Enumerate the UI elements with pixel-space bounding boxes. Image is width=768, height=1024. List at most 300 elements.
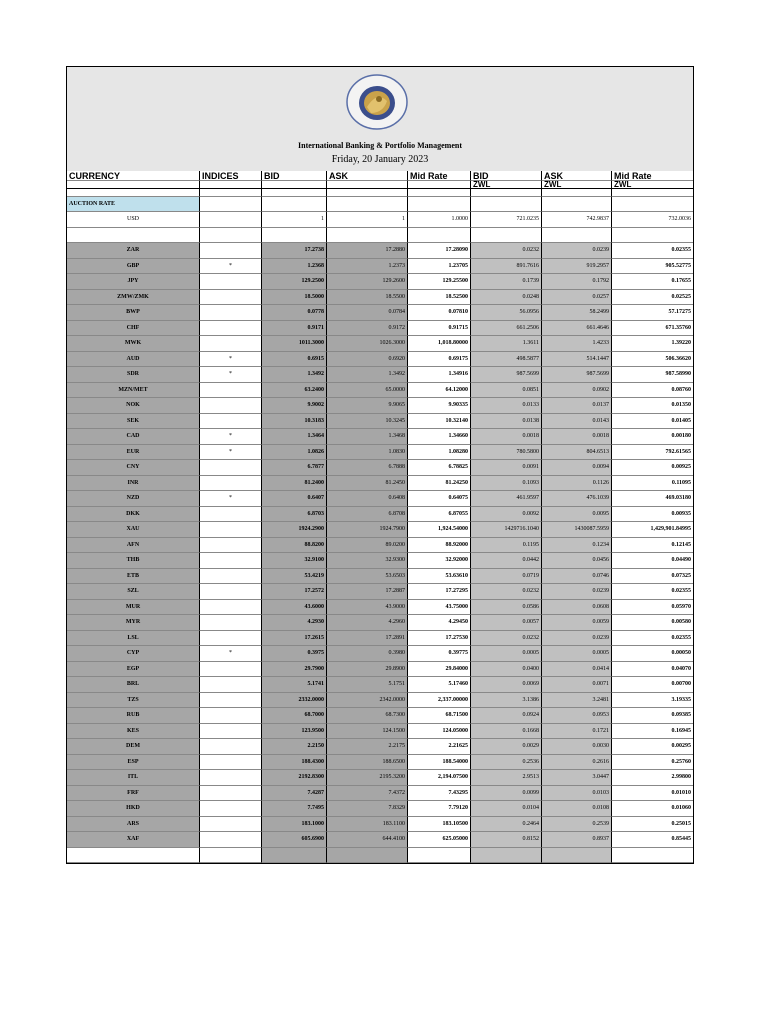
table-row — [67, 832, 693, 848]
bid-zwl-value: 987.5699 — [471, 367, 542, 383]
ask-zwl-value: 0.0103 — [542, 786, 612, 802]
mid-rate-value: 6.78825 — [408, 460, 471, 476]
currency-code: AUD — [67, 352, 200, 368]
mid-zwl-value: 0.01405 — [612, 414, 693, 430]
index-marker — [200, 305, 262, 321]
bid-value: 129.2500 — [262, 274, 327, 290]
ask-zwl-value: 3.2481 — [542, 693, 612, 709]
index-marker — [200, 243, 262, 259]
col-currency: CURRENCY — [67, 171, 200, 181]
mid-zwl-value: 0.02355 — [612, 243, 693, 259]
currency-rows — [67, 243, 693, 863]
ask-zwl-value: 3.0447 — [542, 770, 612, 786]
table-row — [67, 290, 693, 306]
table-row — [67, 445, 693, 461]
table-row — [67, 538, 693, 554]
table-row — [67, 631, 693, 647]
mid-rate-value: 1.23705 — [408, 259, 471, 275]
index-marker — [200, 786, 262, 802]
currency-code: EUR — [67, 445, 200, 461]
zwl-label: ZWL — [542, 181, 612, 189]
ask-zwl-value: 0.0094 — [542, 460, 612, 476]
mid-rate-value: 43.75000 — [408, 600, 471, 616]
currency-code: BRL — [67, 677, 200, 693]
mid-rate-value: 7.43295 — [408, 786, 471, 802]
index-marker — [200, 770, 262, 786]
ask-zwl-value: 0.1234 — [542, 538, 612, 554]
ask-value: 4.2960 — [327, 615, 408, 631]
mid-rate-value: 10.32140 — [408, 414, 471, 430]
table-row — [67, 507, 693, 523]
index-marker — [200, 274, 262, 290]
ask-value: 65.0000 — [327, 383, 408, 399]
mid-zwl-value: 0.00180 — [612, 429, 693, 445]
table-row — [67, 460, 693, 476]
mid-zwl-value: 0.25760 — [612, 755, 693, 771]
currency-code: FRF — [67, 786, 200, 802]
table-row — [67, 367, 693, 383]
ask-value: 6.8708 — [327, 507, 408, 523]
bid-value: 17.2738 — [262, 243, 327, 259]
bid-zwl-value: 0.0400 — [471, 662, 542, 678]
mid-rate-value: 0.91715 — [408, 321, 471, 337]
mid-rate-value: 1,924.54000 — [408, 522, 471, 538]
mid-rate-value: 17.27295 — [408, 584, 471, 600]
currency-code: CAD — [67, 429, 200, 445]
currency-code: BWP — [67, 305, 200, 321]
bid-value: 1.3492 — [262, 367, 327, 383]
report-date: Friday, 20 January 2023 — [331, 154, 429, 165]
currency-code: AFN — [67, 538, 200, 554]
currency-code: MWK — [67, 336, 200, 352]
ask-value: 18.5500 — [327, 290, 408, 306]
ask-zwl-value: 804.6513 — [542, 445, 612, 461]
currency-code: CYP — [67, 646, 200, 662]
ask-value: 32.9300 — [327, 553, 408, 569]
bid-value: 17.2615 — [262, 631, 327, 647]
mid-rate-value: 17.28090 — [408, 243, 471, 259]
mid-zwl-value: 1,429,901.84995 — [612, 522, 693, 538]
ask-value: 6.7888 — [327, 460, 408, 476]
bid-zwl-value: 461.9597 — [471, 491, 542, 507]
ask-value: 0.6408 — [327, 491, 408, 507]
mid-zwl-value: 3.19335 — [612, 693, 693, 709]
currency-code: THB — [67, 553, 200, 569]
currency-code: TZS — [67, 693, 200, 709]
table-row — [67, 724, 693, 740]
index-marker — [200, 336, 262, 352]
mid-zwl-value: 0.17655 — [612, 274, 693, 290]
rbz-seal-icon — [345, 73, 409, 131]
mid-rate-value: 17.27530 — [408, 631, 471, 647]
currency-code: SDR — [67, 367, 200, 383]
bid-value: 1.3464 — [262, 429, 327, 445]
mid-rate-value: 9.90335 — [408, 398, 471, 414]
currency-code: MUR — [67, 600, 200, 616]
index-marker — [200, 290, 262, 306]
bid-zwl-value: 0.0069 — [471, 677, 542, 693]
index-marker — [200, 383, 262, 399]
mid-zwl-value: 671.35760 — [612, 321, 693, 337]
ask-zwl-value: 0.0108 — [542, 801, 612, 817]
index-marker — [200, 414, 262, 430]
col-mid: Mid Rate — [408, 171, 471, 181]
bid-zwl-value: 0.0029 — [471, 739, 542, 755]
bid-value: 0.6407 — [262, 491, 327, 507]
mid-zwl-value: 57.17275 — [612, 305, 693, 321]
bid-zwl-value: 0.0057 — [471, 615, 542, 631]
bid-value: 2.2150 — [262, 739, 327, 755]
bid-value: 6.7877 — [262, 460, 327, 476]
bid-value: 53.4219 — [262, 569, 327, 585]
table-row — [67, 522, 693, 538]
bid-value: 0.9171 — [262, 321, 327, 337]
ask-value: 129.2600 — [327, 274, 408, 290]
table-row — [67, 259, 693, 275]
ask-zwl-value: 1430087.5959 — [542, 522, 612, 538]
org-title: International Banking & Portfolio Management — [298, 141, 462, 150]
mid-zwl-value: 0.07325 — [612, 569, 693, 585]
currency-code: XAF — [67, 832, 200, 848]
bid-zwl-value: 1429716.1040 — [471, 522, 542, 538]
currency-code: CNY — [67, 460, 200, 476]
auction-rate-row — [67, 197, 693, 212]
bid-zwl-value: 0.1739 — [471, 274, 542, 290]
ask-value: 1.0830 — [327, 445, 408, 461]
mid-rate-value: 2,194.07500 — [408, 770, 471, 786]
mid-zwl-value: 0.12145 — [612, 538, 693, 554]
mid-rate-value: 625.05000 — [408, 832, 471, 848]
bid-zwl-value: 0.0924 — [471, 708, 542, 724]
mid-zwl-value: 0.08760 — [612, 383, 693, 399]
ask-value: 183.1100 — [327, 817, 408, 833]
mid-rate-value: 0.39775 — [408, 646, 471, 662]
mid-rate-value: 0.69175 — [408, 352, 471, 368]
table-row — [67, 274, 693, 290]
table-row — [67, 646, 693, 662]
table-row — [67, 569, 693, 585]
ask-value: 7.8329 — [327, 801, 408, 817]
currency-code: ITL — [67, 770, 200, 786]
index-marker — [200, 476, 262, 492]
mid-zwl-value: 0.00295 — [612, 739, 693, 755]
bid-value: 7.4287 — [262, 786, 327, 802]
mid-zwl-value: 0.04490 — [612, 553, 693, 569]
mid-zwl-value: 0.02355 — [612, 631, 693, 647]
currency-code: SEK — [67, 414, 200, 430]
index-marker — [200, 507, 262, 523]
ask-zwl-value: 1.4233 — [542, 336, 612, 352]
ask-value: 17.2880 — [327, 243, 408, 259]
bid-value: 1.0826 — [262, 445, 327, 461]
table-row — [67, 383, 693, 399]
mid-zwl-value: 0.00935 — [612, 507, 693, 523]
ask-zwl-value: 0.0239 — [542, 243, 612, 259]
bid-zwl-value: 891.7616 — [471, 259, 542, 275]
ask-value: 29.8900 — [327, 662, 408, 678]
mid-zwl-value: 0.01350 — [612, 398, 693, 414]
ask-value: 188.6500 — [327, 755, 408, 771]
currency-code: XAU — [67, 522, 200, 538]
ask-zwl-value: 0.0005 — [542, 646, 612, 662]
index-marker: * — [200, 445, 262, 461]
bid-value: 1.2368 — [262, 259, 327, 275]
bid-value: 17.2572 — [262, 584, 327, 600]
currency-code: USD — [67, 212, 200, 228]
bid-zwl-value: 0.1195 — [471, 538, 542, 554]
currency-code: ZAR — [67, 243, 200, 259]
bid-value: 1924.2900 — [262, 522, 327, 538]
table-row — [67, 491, 693, 507]
bid-value: 6.8703 — [262, 507, 327, 523]
mid-rate-value: 1.08280 — [408, 445, 471, 461]
mid-rate-value: 18.52500 — [408, 290, 471, 306]
ask-zwl-value: 0.1126 — [542, 476, 612, 492]
ask-value: 1.3492 — [327, 367, 408, 383]
mid-zwl-value: 469.03180 — [612, 491, 693, 507]
mid-rate-value: 188.54000 — [408, 755, 471, 771]
index-marker: * — [200, 352, 262, 368]
bid-value: 5.1741 — [262, 677, 327, 693]
bid-value: 18.5000 — [262, 290, 327, 306]
ask-zwl-value: 0.1792 — [542, 274, 612, 290]
bid-zwl-value: 0.0442 — [471, 553, 542, 569]
ask-value: 68.7300 — [327, 708, 408, 724]
col-indices: INDICES — [200, 171, 262, 181]
table-row — [67, 352, 693, 368]
ask-zwl-value: 0.0456 — [542, 553, 612, 569]
table-row — [67, 600, 693, 616]
table-row — [67, 305, 693, 321]
mid-rate-value: 2,337.00000 — [408, 693, 471, 709]
index-marker — [200, 708, 262, 724]
ask-zwl-value: 476.1039 — [542, 491, 612, 507]
bid-zwl-value: 0.0586 — [471, 600, 542, 616]
mid-rate-value: 1.34916 — [408, 367, 471, 383]
mid-zwl-value: 0.02525 — [612, 290, 693, 306]
bid-zwl-value: 0.0232 — [471, 243, 542, 259]
table-row — [67, 615, 693, 631]
index-marker: * — [200, 429, 262, 445]
table-row — [67, 429, 693, 445]
ask-value: 17.2887 — [327, 584, 408, 600]
mid-rate-value: 129.25500 — [408, 274, 471, 290]
table-row — [67, 553, 693, 569]
bid-value: 183.1000 — [262, 817, 327, 833]
bid-value: 63.2400 — [262, 383, 327, 399]
currency-code: RUB — [67, 708, 200, 724]
mid-zwl-value: 0.00050 — [612, 646, 693, 662]
bid-zwl-value: 0.8152 — [471, 832, 542, 848]
mid-rate-value: 29.84000 — [408, 662, 471, 678]
ask-zwl-value: 919.2957 — [542, 259, 612, 275]
table-row — [67, 321, 693, 337]
bid-zwl-value: 661.2506 — [471, 321, 542, 337]
index-marker — [200, 398, 262, 414]
index-marker — [200, 522, 262, 538]
bid-zwl-value: 1.3611 — [471, 336, 542, 352]
rate-sheet — [66, 66, 694, 864]
col-ask: ASK — [327, 171, 408, 181]
table-row — [67, 708, 693, 724]
table-row — [67, 677, 693, 693]
index-marker — [200, 739, 262, 755]
ask-value: 2342.0000 — [327, 693, 408, 709]
mid-zwl-value: 0.01060 — [612, 801, 693, 817]
header-row-2 — [67, 181, 693, 189]
currency-code: SZL — [67, 584, 200, 600]
ask-value: 9.9065 — [327, 398, 408, 414]
mid-rate-value: 183.10500 — [408, 817, 471, 833]
index-marker — [200, 460, 262, 476]
ask-value: 0.9172 — [327, 321, 408, 337]
table-row — [67, 739, 693, 755]
mid-zwl-value: 1.39220 — [612, 336, 693, 352]
bid-zwl-value: 0.2464 — [471, 817, 542, 833]
ask-zwl-value: 0.0095 — [542, 507, 612, 523]
ask-zwl-value: 0.0018 — [542, 429, 612, 445]
bid-zwl-value: 56.0956 — [471, 305, 542, 321]
ask-value: 0.0784 — [327, 305, 408, 321]
mid-rate-value: 81.24250 — [408, 476, 471, 492]
table-row — [67, 770, 693, 786]
ask-value: 1924.7900 — [327, 522, 408, 538]
ask-zwl-value: 661.4646 — [542, 321, 612, 337]
ask-value: 89.0200 — [327, 538, 408, 554]
currency-code: DEM — [67, 739, 200, 755]
bid-value: 10.3183 — [262, 414, 327, 430]
sheet-header — [67, 67, 693, 171]
bid-value: 7.7495 — [262, 801, 327, 817]
table-row — [67, 398, 693, 414]
bid-zwl-value: 0.0232 — [471, 631, 542, 647]
ask-value: 1.2373 — [327, 259, 408, 275]
bid-value: 0.0778 — [262, 305, 327, 321]
ask-zwl-value: 0.0239 — [542, 631, 612, 647]
bid-zwl-value: 0.0018 — [471, 429, 542, 445]
auction-rate-label: AUCTION RATE — [67, 197, 200, 212]
index-marker: * — [200, 491, 262, 507]
index-marker: * — [200, 259, 262, 275]
rates-table — [67, 171, 693, 863]
ask-zwl-value: 0.1721 — [542, 724, 612, 740]
bid-value: 1011.3000 — [262, 336, 327, 352]
ask-zwl-value: 0.0414 — [542, 662, 612, 678]
ask-value: 0.6920 — [327, 352, 408, 368]
bid-zwl-value: 498.5877 — [471, 352, 542, 368]
currency-code: NZD — [67, 491, 200, 507]
ask-zwl-value: 0.0746 — [542, 569, 612, 585]
col-ask-zwl: ASK — [542, 171, 612, 181]
mid-zwl-value: 0.00580 — [612, 615, 693, 631]
table-row — [67, 786, 693, 802]
index-marker — [200, 631, 262, 647]
ask-zwl-value: 0.0059 — [542, 615, 612, 631]
index-marker — [200, 832, 262, 848]
ask-value: 17.2891 — [327, 631, 408, 647]
ask-value: 1.3468 — [327, 429, 408, 445]
mid-zwl-value: 0.04070 — [612, 662, 693, 678]
ask-value: 10.3245 — [327, 414, 408, 430]
currency-code: DKK — [67, 507, 200, 523]
mid-rate-value: 1.34660 — [408, 429, 471, 445]
bid-value: 605.6900 — [262, 832, 327, 848]
mid-rate-value: 5.17460 — [408, 677, 471, 693]
currency-code: ZMW/ZMK — [67, 290, 200, 306]
ask-zwl-value: 0.0239 — [542, 584, 612, 600]
ask-value: 124.1500 — [327, 724, 408, 740]
mid-rate-value: 4.29450 — [408, 615, 471, 631]
bid-zwl-value: 0.0719 — [471, 569, 542, 585]
mid-rate-value: 2.21625 — [408, 739, 471, 755]
mid-rate-value: 1,018.80000 — [408, 336, 471, 352]
bid-value: 9.9002 — [262, 398, 327, 414]
index-marker: * — [200, 646, 262, 662]
mid-zwl-value: 905.52775 — [612, 259, 693, 275]
mid-rate-value: 68.71500 — [408, 708, 471, 724]
currency-code: EGP — [67, 662, 200, 678]
bid-zwl-value: 0.0005 — [471, 646, 542, 662]
ask-zwl-value: 987.5699 — [542, 367, 612, 383]
currency-code: ARS — [67, 817, 200, 833]
bid-zwl-value: 0.0099 — [471, 786, 542, 802]
bid-zwl-value: 0.0133 — [471, 398, 542, 414]
table-row — [67, 336, 693, 352]
mid-zwl-value: 0.85445 — [612, 832, 693, 848]
currency-code: ESP — [67, 755, 200, 771]
mid-zwl-value: 0.05970 — [612, 600, 693, 616]
mid-rate-value: 88.92000 — [408, 538, 471, 554]
mid-zwl-value: 506.36620 — [612, 352, 693, 368]
ask-zwl-value: 0.0030 — [542, 739, 612, 755]
mid-zwl-value: 0.00700 — [612, 677, 693, 693]
index-marker — [200, 584, 262, 600]
index-marker — [200, 615, 262, 631]
mid-zwl-value: 0.00925 — [612, 460, 693, 476]
zwl-label: ZWL — [471, 181, 542, 189]
table-row — [67, 693, 693, 709]
header-row — [67, 171, 693, 181]
currency-code: CHF — [67, 321, 200, 337]
currency-code: MYR — [67, 615, 200, 631]
index-marker — [200, 553, 262, 569]
table-row — [67, 584, 693, 600]
currency-code: GBP — [67, 259, 200, 275]
bid-zwl-value: 0.1668 — [471, 724, 542, 740]
mid-zwl-value: 2.99800 — [612, 770, 693, 786]
ask-value: 5.1751 — [327, 677, 408, 693]
mid-zwl-value: 0.01010 — [612, 786, 693, 802]
ask-zwl-value: 514.1447 — [542, 352, 612, 368]
bid-value: 68.7000 — [262, 708, 327, 724]
bid-value: 81.2400 — [262, 476, 327, 492]
bid-value: 188.4300 — [262, 755, 327, 771]
bid-value: 2332.0000 — [262, 693, 327, 709]
ask-zwl-value: 0.8937 — [542, 832, 612, 848]
ask-zwl-value: 0.0902 — [542, 383, 612, 399]
index-marker — [200, 693, 262, 709]
table-row — [67, 817, 693, 833]
table-row — [67, 801, 693, 817]
ask-zwl-value: 0.0257 — [542, 290, 612, 306]
ask-value: 1026.3000 — [327, 336, 408, 352]
index-marker — [200, 538, 262, 554]
index-marker — [200, 817, 262, 833]
bid-value: 32.9100 — [262, 553, 327, 569]
mid-rate-value: 0.07810 — [408, 305, 471, 321]
col-bid: BID — [262, 171, 327, 181]
ask-value: 43.9000 — [327, 600, 408, 616]
